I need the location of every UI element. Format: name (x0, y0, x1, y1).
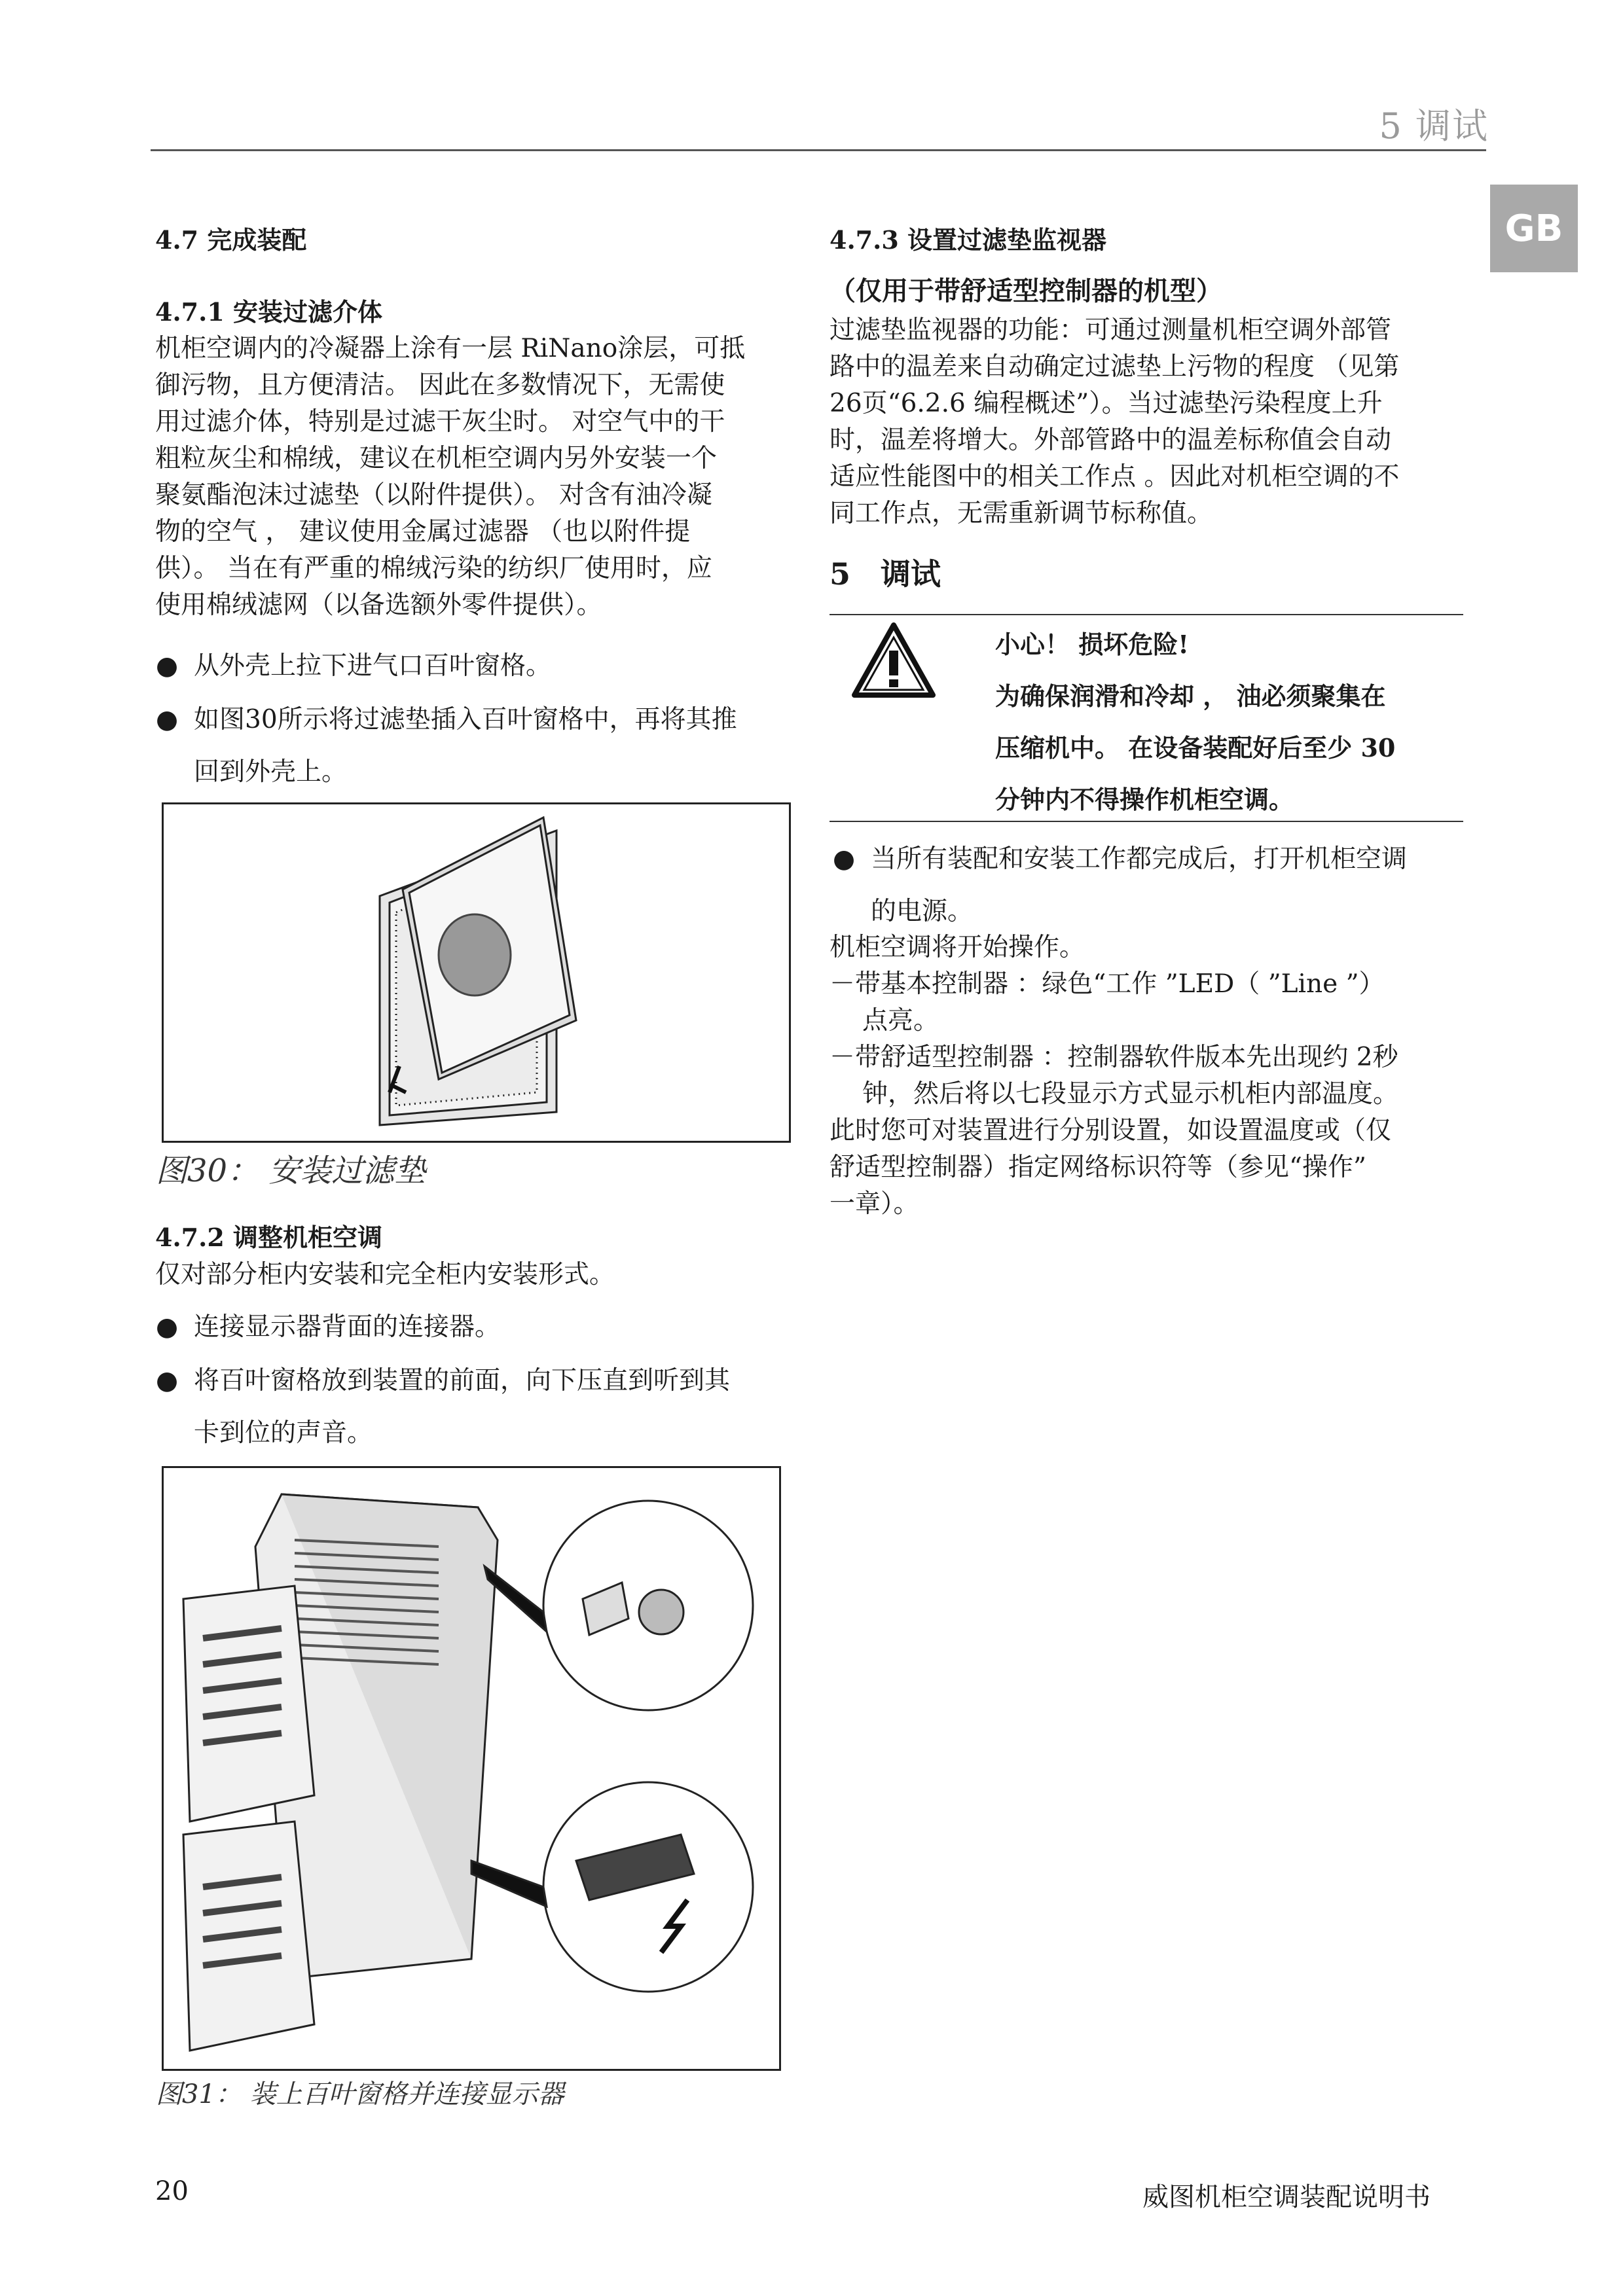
para-line: 点亮。 (862, 1006, 939, 1035)
page-number: 20 (155, 2176, 189, 2206)
figure-30-caption: 图30： 安装过滤垫 (156, 1153, 426, 1189)
warning-text (995, 619, 1453, 825)
warning-bottom-rule (830, 821, 1463, 822)
para-line: 26页“6.2.6 编程概述”）。当过滤垫污染程度上升 (830, 389, 1383, 418)
bullet-continuation: 的电源。 (871, 897, 974, 926)
warning-line: 压缩机中。 在设备装配好后至少 30 (995, 733, 1396, 762)
para-line: 时，温差将增大。外部管路中的温差标称值会自动 (830, 425, 1392, 455)
bullet-item (156, 695, 809, 744)
para-line: 过滤垫监视器的功能：可通过测量机柜空调外部管 (830, 315, 1392, 345)
para-line: 物的空气 ， 建议使用金属过滤器 （也以附件提 (155, 517, 691, 547)
figure-31 (162, 1466, 781, 2071)
document-title: 威图机柜空调装配说明书 (1142, 2182, 1431, 2212)
para-line: 使用棉绒滤网（以备选额外零件提供）。 (155, 590, 602, 620)
filter-mat-illustration (164, 804, 789, 1141)
bullet-dot-icon: ● (156, 705, 179, 734)
bullet-dot-icon: ● (833, 844, 856, 874)
bullet-dot-icon: ● (156, 1366, 179, 1395)
para-line: 聚氨酯泡沫过滤垫（以附件提供）。 对含有油冷凝 (155, 480, 712, 510)
section-4-7-3-paragraph (830, 312, 1478, 532)
louvre-display-illustration (164, 1468, 779, 2069)
para-line: 供）。 当在有严重的棉绒污染的纺织厂使用时，应 (155, 554, 712, 583)
section-4-7-1-title: 4.7.1 安装过滤介体 (155, 297, 383, 327)
warning-line: 小心！ 损坏危险! (995, 630, 1189, 659)
bullet-item (833, 834, 1480, 884)
bullet-item (156, 641, 809, 691)
header-rule (151, 149, 1486, 151)
bullet-continuation: 卡到位的声音。 (194, 1418, 373, 1448)
para-line: 御污物，且方便清洁。 因此在多数情况下，无需使 (155, 370, 725, 400)
bullet-text: 当所有装配和安装工作都完成后，打开机柜空调 (871, 844, 1408, 874)
warning-triangle-icon (851, 622, 936, 700)
bullet-dot-icon: ● (156, 1312, 179, 1342)
bullet-text: 从外壳上拉下进气口百叶窗格。 (194, 651, 552, 681)
bullet-item (156, 1356, 809, 1405)
bullet-item (156, 1302, 809, 1352)
section-4-7-3-subtitle: （仅用于带舒适型控制器的机型） (830, 276, 1222, 306)
section-4-7-2-title: 4.7.2 调整机柜空调 (155, 1223, 383, 1252)
para-line: 舒适型控制器）指定网络标识符等（参见“操作” (830, 1153, 1366, 1182)
language-tab-gb[interactable]: GB (1490, 185, 1578, 272)
section-4-7-2-paragraph: 仅对部分柜内安装和完全柜内安装形式。 (155, 1260, 615, 1289)
para-line: 路中的温差来自动确定过滤垫上污物的程度 （见第 (830, 352, 1400, 382)
section-5-title: 5 调试 (830, 556, 941, 592)
para-line: －带舒适型控制器 ：控制器软件版本先出现约 2秒 (830, 1043, 1398, 1072)
warning-line: 分钟内不得操作机柜空调。 (995, 785, 1294, 814)
figure-31-caption: 图31： 装上百叶窗格并连接显示器 (156, 2079, 564, 2109)
para-line: 钟，然后将以七段显示方式显示机柜内部温度。 (862, 1079, 1399, 1109)
bullet-text: 连接显示器背面的连接器。 (194, 1312, 501, 1342)
para-line: 粗粒灰尘和棉绒，建议在机柜空调内另外安装一个 (155, 444, 718, 473)
bullet-continuation: 回到外壳上。 (194, 757, 348, 787)
para-line: 同工作点，无需重新调节标称值。 (830, 499, 1213, 528)
warning-top-rule (830, 614, 1463, 615)
section-4-7-3-title: 4.7.3 设置过滤垫监视器 (830, 225, 1107, 255)
figure-30 (162, 802, 791, 1143)
para-line: 此时您可对装置进行分别设置，如设置温度或（仅 (830, 1116, 1392, 1145)
bullet-dot-icon: ● (156, 651, 179, 681)
section-4-7-title: 4.7 完成装配 (155, 225, 307, 255)
section-5-paragraph (830, 929, 1478, 1223)
chapter-header: 5 调试 (1379, 105, 1489, 147)
bullet-text: 如图30所示将过滤垫插入百叶窗格中，再将其推 (194, 705, 737, 734)
para-line: 机柜空调将开始操作。 (830, 933, 1085, 962)
para-line: 机柜空调内的冷凝器上涂有一层 RiNano涂层，可抵 (155, 334, 746, 363)
warning-line: 为确保润滑和冷却 ， 油必须聚集在 (995, 681, 1386, 711)
bullet-text: 将百叶窗格放到装置的前面，向下压直到听到其 (194, 1366, 731, 1395)
para-line: －带基本控制器 ：绿色“工作 ”LED（ ”Line ”） (830, 969, 1385, 999)
para-line: 用过滤介体，特别是过滤干灰尘时。 对空气中的干 (155, 407, 725, 437)
para-line: 适应性能图中的相关工作点 。因此对机柜空调的不 (830, 462, 1400, 492)
para-line: 一章）。 (830, 1189, 919, 1219)
section-4-7-1-paragraph (155, 331, 803, 624)
